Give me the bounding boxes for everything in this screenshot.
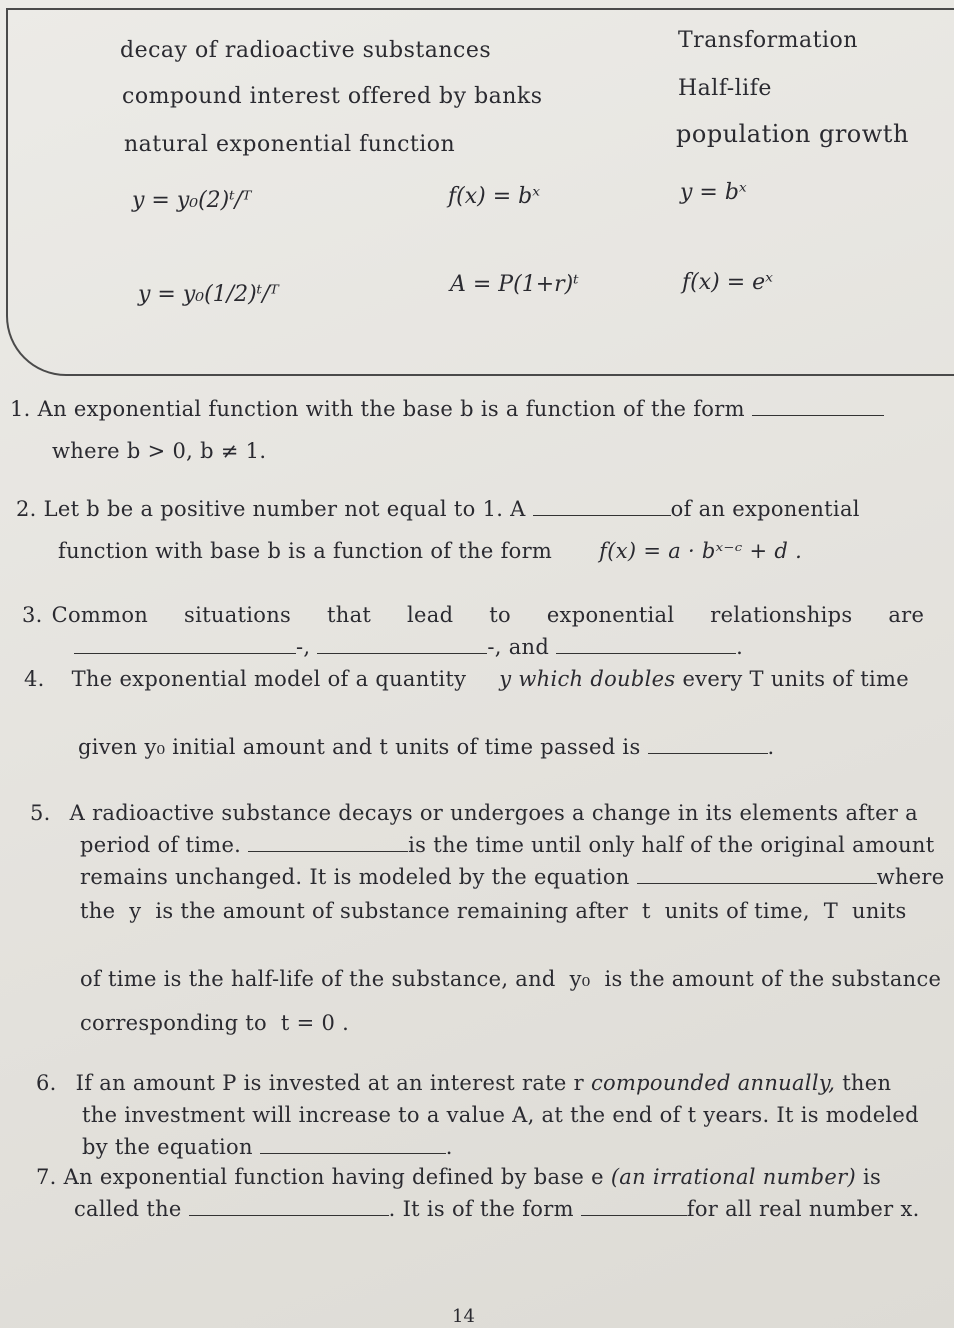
question-number: 5. — [30, 801, 51, 825]
answer-blank[interactable] — [581, 1194, 687, 1216]
question-text: called the — [74, 1197, 182, 1221]
question-text: is the time until only half of the original amount — [408, 833, 935, 857]
word-natural-exponential: natural exponential function — [124, 132, 456, 157]
question-number: 4. — [24, 667, 45, 691]
question-text: is — [862, 1165, 882, 1189]
question-6-line-3 — [82, 1132, 453, 1164]
question-2 — [16, 494, 860, 526]
question-number: 3. — [22, 603, 43, 627]
formula-doubling: y = y₀(2)ᵗ/ᵀ — [132, 188, 252, 213]
question-text: (an irrational number) — [610, 1165, 856, 1189]
question-text: doubles — [590, 667, 676, 691]
question-text: given y₀ initial amount and t units of time passed is — [78, 735, 641, 759]
question-number: 2. — [16, 497, 37, 521]
answer-blank[interactable] — [248, 830, 408, 852]
question-text: where — [876, 865, 945, 889]
question-5-line-3 — [80, 862, 944, 894]
answer-blank[interactable] — [637, 862, 877, 884]
answer-blank[interactable] — [74, 632, 296, 654]
question-5 — [30, 798, 918, 830]
question-text: . — [736, 635, 744, 659]
formula-compound-interest: A = P(1+r)ᵗ — [450, 272, 579, 297]
answer-blank[interactable] — [189, 1194, 389, 1216]
question-1-line-2 — [52, 436, 266, 468]
question-4-line-2 — [78, 732, 775, 764]
question-6 — [36, 1068, 891, 1100]
answer-blank[interactable] — [752, 394, 884, 416]
question-text: of an exponential — [670, 497, 860, 521]
formula-half-life: y = y₀(1/2)ᵗ/ᵀ — [138, 282, 279, 307]
question-text: -, and — [487, 635, 550, 659]
question-5-line-2 — [80, 830, 935, 862]
question-text: where b > 0, b ≠ 1. — [52, 439, 267, 463]
word-decay: decay of radioactive substances — [120, 38, 492, 63]
question-number: 1. — [10, 397, 31, 421]
answer-blank[interactable] — [533, 494, 671, 516]
question-7-line-2 — [74, 1194, 920, 1226]
formula-transformation: f(x) = a · bˣ⁻ᶜ + d . — [599, 539, 803, 563]
question-4 — [24, 664, 909, 696]
formula-fx-b-x: f(x) = bˣ — [448, 184, 541, 209]
question-text: compounded annually, — [590, 1071, 836, 1095]
question-3 — [22, 600, 924, 632]
question-text: . It is of the form — [388, 1197, 574, 1221]
question-text: by the equation — [82, 1135, 253, 1159]
question-text: remains unchanged. It is modeled by the equation — [80, 865, 630, 889]
question-text: Common situations that lead to exponential relationships are — [51, 603, 925, 627]
answer-blank[interactable] — [648, 732, 768, 754]
question-7 — [36, 1162, 881, 1194]
question-text: A radioactive substance decays or undergoes a change in its elements after a — [69, 801, 918, 825]
question-3-line-2 — [74, 632, 743, 664]
question-text: . — [445, 1135, 453, 1159]
question-text: every T units of time — [682, 667, 909, 691]
question-text: The exponential model of a quantity — [71, 667, 467, 691]
question-6-line-2: the investment will increase to a value A, at the end of t years. It is modeled — [82, 1103, 919, 1127]
page-number: 14 — [452, 1306, 475, 1327]
question-text: then — [842, 1071, 892, 1095]
question-5-line-4: the y is the amount of substance remaining after t units of time, T units — [80, 899, 907, 923]
question-number: 6. — [36, 1071, 57, 1095]
word-half-life: Half-life — [678, 76, 772, 101]
word-compound-interest: compound interest offered by banks — [122, 84, 543, 109]
question-text: for all real number x. — [686, 1197, 920, 1221]
answer-blank[interactable] — [556, 632, 736, 654]
question-1 — [10, 394, 884, 426]
word-transformation: Transformation — [678, 28, 858, 53]
question-number: 7. — [36, 1165, 57, 1189]
formula-y-b-x: y = bˣ — [680, 180, 747, 205]
question-2-line-2 — [58, 536, 802, 568]
question-text: y which — [499, 667, 584, 691]
question-text: . — [767, 735, 775, 759]
formula-natural-exp: f(x) = eˣ — [682, 270, 773, 295]
question-text: -, — [296, 635, 311, 659]
question-text: Let b be a positive number not equal to 1. A — [43, 497, 526, 521]
question-text: An exponential function with the base b is a function of the form — [37, 397, 745, 421]
answer-blank[interactable] — [260, 1132, 446, 1154]
question-text: An exponential function having defined by base e — [63, 1165, 604, 1189]
question-text: If an amount P is invested at an interest rate r — [75, 1071, 584, 1095]
question-5-line-6: corresponding to t = 0 . — [80, 1011, 350, 1035]
answer-blank[interactable] — [317, 632, 487, 654]
question-text: function with base b is a function of the form — [58, 539, 553, 563]
question-text: period of time. — [80, 833, 242, 857]
word-population-growth: population growth — [676, 120, 909, 148]
question-5-line-5: of time is the half-life of the substance, and y₀ is the amount of the substance — [80, 967, 942, 991]
